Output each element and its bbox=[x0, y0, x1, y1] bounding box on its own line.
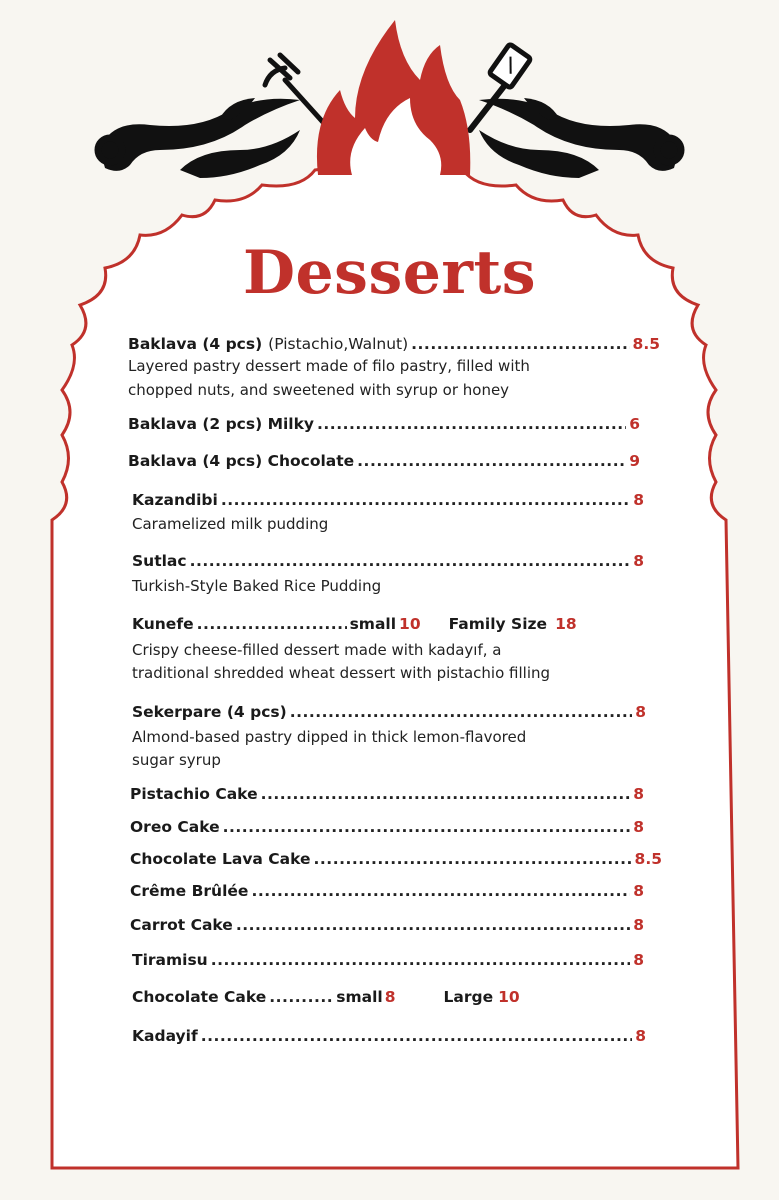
item-name: Kadayif bbox=[132, 1027, 198, 1045]
item-price: 8.5 bbox=[632, 335, 660, 353]
item-description: sugar syrup bbox=[132, 751, 221, 769]
item-name: Carrot Cake bbox=[130, 916, 233, 934]
dot-leader bbox=[314, 850, 632, 868]
item-description: Turkish-Style Baked Rice Pudding bbox=[132, 577, 382, 595]
menu-item-baklava-2 bbox=[128, 415, 640, 433]
dot-leader bbox=[261, 785, 631, 803]
item-price: 8 bbox=[633, 818, 644, 836]
item-price: 8.5 bbox=[634, 850, 662, 868]
item-name: Tiramisu bbox=[132, 951, 208, 969]
menu-item-pistachio-cake bbox=[130, 785, 644, 803]
menu-item-creme-brulee bbox=[130, 882, 644, 900]
item-description: chopped nuts, and sweetened with syrup or honey bbox=[128, 381, 510, 399]
dot-leader bbox=[221, 491, 630, 509]
page-title: Desserts bbox=[242, 238, 537, 308]
dot-leader bbox=[357, 452, 626, 470]
menu-item-kazandibi bbox=[132, 491, 644, 509]
dot-leader bbox=[201, 1027, 632, 1045]
dot-leader bbox=[251, 882, 630, 900]
family-size-price: 18 bbox=[555, 615, 577, 633]
menu-item-sutlac bbox=[132, 552, 644, 570]
item-description: Caramelized milk pudding bbox=[132, 515, 329, 533]
item-description: Almond-based pastry dipped in thick lemon-flavored bbox=[132, 728, 527, 746]
small-size-price: 8 bbox=[384, 988, 396, 1006]
item-name: Sutlac bbox=[132, 552, 187, 570]
dot-leader bbox=[197, 615, 347, 633]
menu-item-oreo-cake bbox=[130, 818, 644, 836]
menu-item-chocolate-cake bbox=[132, 988, 572, 1006]
item-price: 9 bbox=[629, 452, 640, 470]
dot-leader bbox=[190, 552, 631, 570]
item-name: Chocolate Cake bbox=[132, 988, 267, 1006]
dot-leader bbox=[317, 415, 626, 433]
menu-item-chocolate-lava-cake bbox=[130, 850, 662, 868]
item-name: Oreo Cake bbox=[130, 818, 220, 836]
item-name: Baklava (2 pcs) Milky bbox=[128, 415, 315, 433]
dot-leader bbox=[269, 988, 333, 1006]
item-price: 8 bbox=[633, 882, 644, 900]
item-price: 8 bbox=[635, 1027, 646, 1045]
menu-item-baklava-4 bbox=[128, 335, 660, 353]
item-name: Baklava (4 pcs) Chocolate bbox=[128, 452, 355, 470]
item-description: Crispy cheese-filled dessert made with kadayıf, a bbox=[132, 641, 502, 659]
item-price: 8 bbox=[633, 552, 644, 570]
dot-leader bbox=[411, 335, 629, 353]
item-note: (Pistachio,Walnut) bbox=[268, 335, 409, 353]
menu-item-baklava-chocolate bbox=[128, 452, 640, 470]
dot-leader bbox=[290, 703, 633, 721]
dot-leader bbox=[211, 951, 630, 969]
menu-item-sekerpare bbox=[132, 703, 646, 721]
item-price: 6 bbox=[629, 415, 640, 433]
item-description: traditional shredded wheat dessert with pistachio filling bbox=[132, 664, 551, 682]
item-price: 8 bbox=[633, 951, 644, 969]
item-name: Sekerpare (4 pcs) bbox=[132, 703, 287, 721]
item-name: Kunefe bbox=[132, 615, 194, 633]
item-name: Baklava (4 pcs) bbox=[128, 335, 263, 353]
small-size-price: 10 bbox=[399, 615, 421, 633]
item-price: 8 bbox=[633, 491, 644, 509]
family-size-label: Family Size bbox=[448, 615, 548, 633]
menu-item-kunefe bbox=[132, 615, 622, 633]
item-price: 8 bbox=[633, 785, 644, 803]
menu-item-tiramisu bbox=[132, 951, 644, 969]
menu-item-kadayif bbox=[132, 1027, 646, 1045]
large-size-label: Large bbox=[443, 988, 494, 1006]
item-price: 8 bbox=[633, 916, 644, 934]
dot-leader bbox=[223, 818, 631, 836]
item-name: Pistachio Cake bbox=[130, 785, 258, 803]
dot-leader bbox=[236, 916, 630, 934]
item-description: Layered pastry dessert made of filo pastry, filled with bbox=[128, 357, 530, 375]
menu-item-carrot-cake bbox=[130, 916, 644, 934]
large-size-price: 10 bbox=[498, 988, 520, 1006]
item-name: Kazandibi bbox=[132, 491, 218, 509]
small-size-label: small bbox=[336, 988, 383, 1006]
item-name: Chocolate Lava Cake bbox=[130, 850, 311, 868]
item-name: Crême Brûlée bbox=[130, 882, 249, 900]
item-price: 8 bbox=[635, 703, 646, 721]
small-size-label: small bbox=[349, 615, 397, 633]
